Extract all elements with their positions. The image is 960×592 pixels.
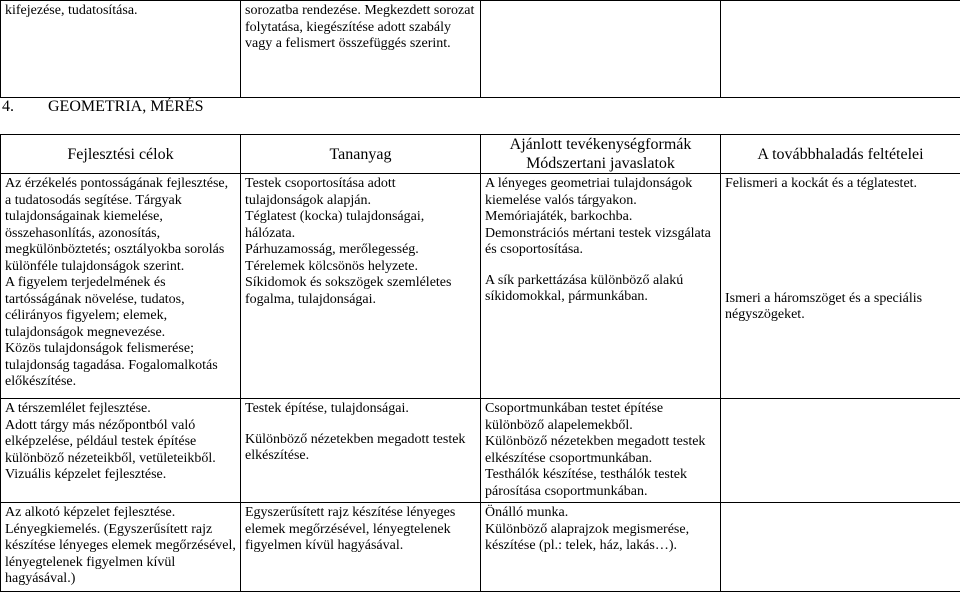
cell-conditions: [721, 174, 960, 399]
cell-activities: [481, 174, 721, 399]
cell-activities: [481, 1, 721, 98]
header-activities-line2: Módszertani javaslatok: [485, 154, 716, 173]
cell-paragraph: Különböző alaprajzok megismerése, készítése (pl.: telek, ház, lakás…).: [485, 522, 717, 555]
cell-paragraph: Párhuzamosság, merőlegesség.: [245, 242, 477, 259]
cell-content: [241, 174, 481, 399]
cell-paragraph: A figyelem terjedelmének és tartósságának növelése, tudatos, célirányos figyelem; elemek, tulajdonságok megnevezése.: [5, 275, 237, 341]
cell-text: kifejezése, tudatosítása.: [5, 3, 138, 18]
table-row: [1, 503, 960, 592]
cell-paragraph: Felismeri a kockát és a téglatestet.: [725, 176, 957, 193]
cell-paragraph: Az érzékelés pontosságának fejlesztése, a tudatosodás segítése. Tárgyak tulajdonságainak kiemelése, összehasonlítás, azonosítás, megkülönböztetés; osztályokba sorolás különféle tulajdonságok szerint.: [5, 176, 237, 275]
cell-paragraph: Önálló munka.: [485, 505, 717, 522]
table-row: [1, 1, 960, 98]
cell-goals: [1, 399, 241, 503]
cell-paragraph: Egyszerűsített rajz készítése lényeges elemek megőrzésével, lényegtelenek figyelmen kívül hagyásával.: [245, 505, 477, 555]
cell-goals: [1, 1, 241, 98]
cell-paragraph: Adott tárgy más nézőpontból való elképzelése, például testek építése különböző nézeteikből, vetületeikből.: [5, 418, 237, 468]
cell-goals: [1, 174, 241, 399]
section-title: GEOMETRIA, MÉRÉS: [48, 98, 204, 116]
cell-paragraph: Az alkotó képzelet fejlesztése.: [5, 505, 237, 522]
cell-paragraph: Memóriajáték, barkochba.: [485, 209, 717, 226]
cell-paragraph: Vizuális képzelet fejlesztése.: [5, 467, 237, 484]
header-conditions: A továbbhaladás feltételei: [721, 135, 960, 174]
cell-paragraph: Síkidomok és sokszögek szemléletes fogalma, tulajdonságai.: [245, 275, 477, 308]
cell-paragraph: Testek csoportosítása adott tulajdonságok alapján.: [245, 176, 477, 209]
cell-activities: [481, 399, 721, 503]
section-heading: [0, 92, 960, 134]
cell-paragraph: Ismeri a háromszöget és a speciális négyszögeket.: [725, 291, 957, 324]
cell-content: [241, 1, 481, 98]
cell-content: [241, 503, 481, 592]
cell-conditions: [721, 399, 960, 503]
header-activities: [481, 135, 721, 174]
cell-text: sorozatba rendezése. Megkezdett sorozat folytatása, kiegészítése adott szabály vagy a felismert összefüggés szerint.: [245, 3, 474, 51]
header-row: [1, 135, 960, 174]
cell-paragraph: Lényegkiemelés. (Egyszerűsített rajz készítése lényeges elemek megőrzésével, lényegtelenek figyelmen kívül hagyásával.): [5, 522, 237, 588]
cell-paragraph: Téglatest (kocka) tulajdonságai, hálózata.: [245, 209, 477, 242]
cell-paragraph: Csoportmunkában testet építése különböző alapelemekből.: [485, 401, 717, 434]
cell-paragraph: Különböző nézetekben megadott testek elkészítése csoportmunkában.: [485, 434, 717, 467]
cell-content: [241, 399, 481, 503]
cell-paragraph: A lényeges geometriai tulajdonságok kiemelése valós tárgyakon.: [485, 176, 717, 209]
cell-paragraph: Demonstrációs mértani testek vizsgálata és csoportosítása.: [485, 226, 717, 259]
cell-paragraph: Különböző nézetekben megadott testek elkészítése.: [245, 432, 477, 465]
table-row: [1, 399, 960, 503]
header-activities-line1: Ajánlott tevékenységformák: [485, 135, 716, 154]
curriculum-table: [0, 134, 960, 592]
table-row: [1, 174, 960, 399]
cell-conditions: [721, 1, 960, 98]
cell-paragraph: Testek építése, tulajdonságai.: [245, 401, 477, 418]
cell-paragraph: A térszemlélet fejlesztése.: [5, 401, 237, 418]
cell-paragraph: Testhálók készítése, testhálók testek párosítása csoportmunkában.: [485, 467, 717, 500]
header-goals: Fejlesztési célok: [1, 135, 241, 174]
previous-section-table: [0, 0, 960, 98]
cell-goals: [1, 503, 241, 592]
cell-paragraph: A sík parkettázása különböző alakú síkidomokkal, pármunkában.: [485, 273, 717, 306]
cell-conditions: [721, 503, 960, 592]
cell-activities: [481, 503, 721, 592]
section-number: 4.: [2, 98, 14, 116]
cell-paragraph: Közös tulajdonságok felismerése; tulajdonság tagadása. Fogalomalkotás előkészítése.: [5, 341, 237, 391]
header-content: Tananyag: [241, 135, 481, 174]
cell-paragraph: Térelemek kölcsönös helyzete.: [245, 259, 477, 276]
